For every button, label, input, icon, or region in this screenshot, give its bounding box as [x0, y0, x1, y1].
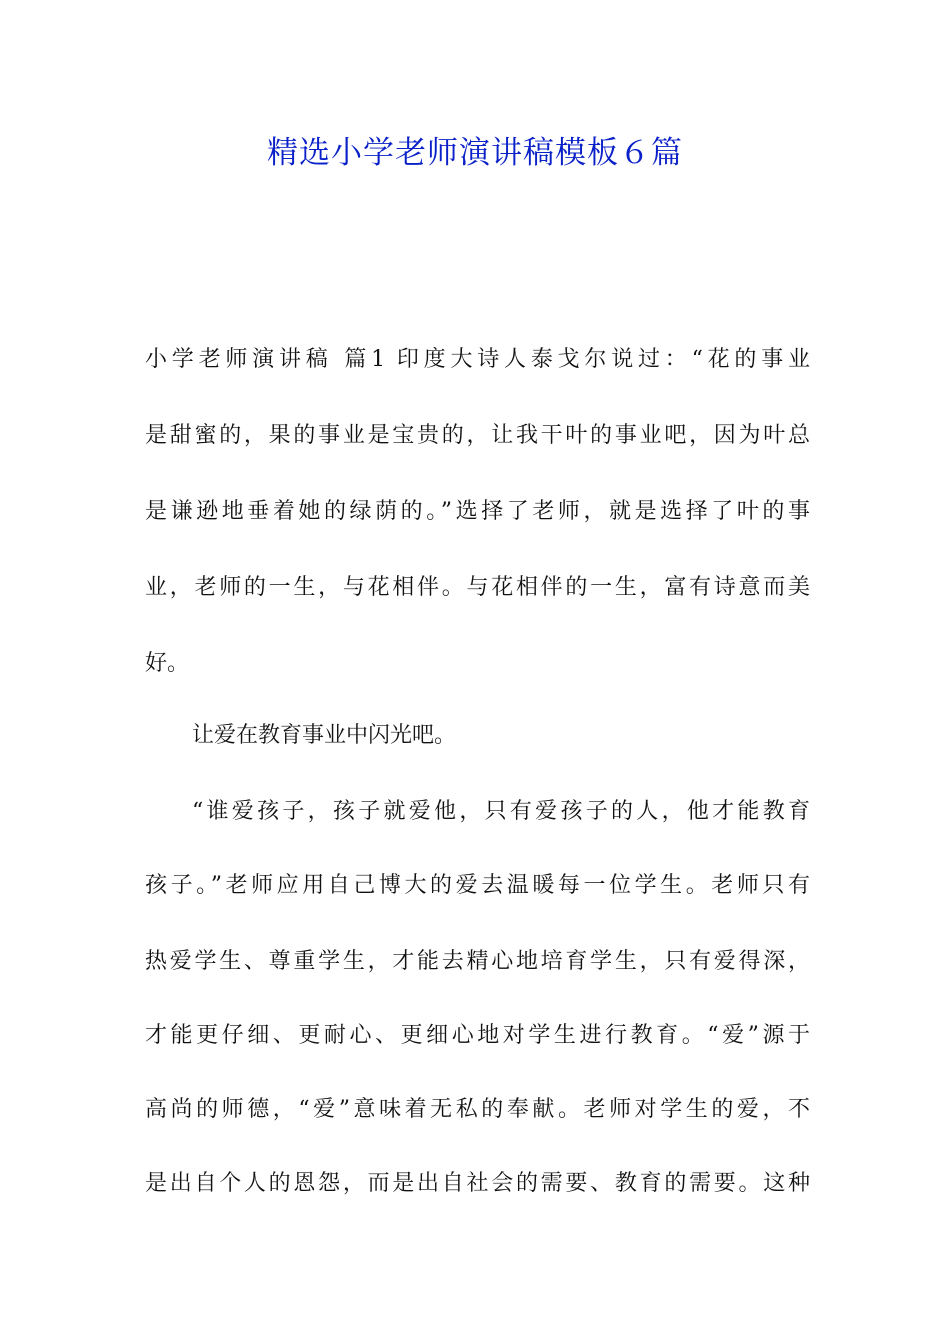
text-line: 是谦逊地垂着她的绿荫的。”选择了老师，就是选择了叶的事	[145, 499, 810, 524]
text-line: 是出自个人的恩怨，而是出自社会的需要、教育的需要。这种	[145, 1171, 810, 1196]
text-line: 好。	[145, 651, 190, 676]
document-title: 精选小学老师演讲稿模板６篇	[267, 135, 683, 171]
text-line: 高尚的师德，“爱”意味着无私的奉献。老师对学生的爱，不	[145, 1097, 810, 1122]
text-line: 才能更仔细、更耐心、更细心地对学生进行教育。“爱”源于	[145, 1023, 810, 1048]
text-line: 业，老师的一生，与花相伴。与花相伴的一生，富有诗意而美	[145, 575, 810, 600]
text-line: 孩子。”老师应用自己博大的爱去温暖每一位学生。老师只有	[145, 873, 810, 898]
text-line: 小学老师演讲稿 篇1 印度大诗人泰戈尔说过：“花的事业	[145, 347, 810, 372]
text-line: 让爱在教育事业中闪光吧。	[192, 723, 457, 748]
text-line: “谁爱孩子，孩子就爱他，只有爱孩子的人，他才能教育	[192, 799, 810, 824]
text-line: 热爱学生、尊重学生，才能去精心地培育学生，只有爱得深，	[145, 949, 810, 974]
text-line: 是甜蜜的，果的事业是宝贵的，让我干叶的事业吧，因为叶总	[145, 423, 810, 448]
